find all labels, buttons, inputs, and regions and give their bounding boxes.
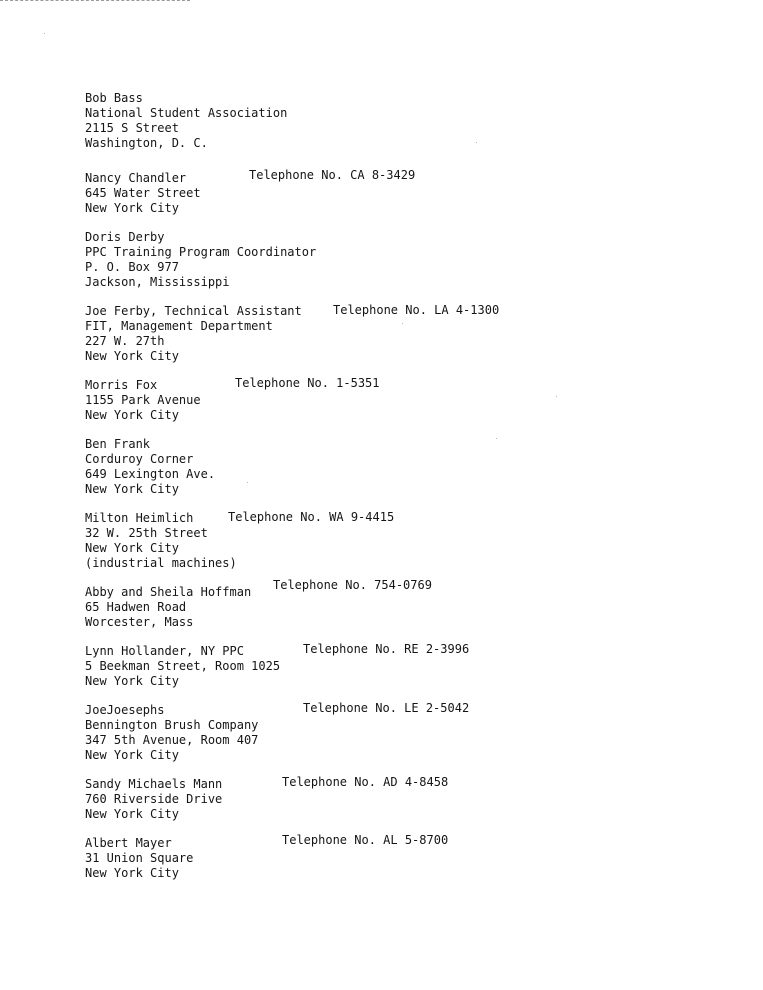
contact-entry-derby [85,230,725,290]
contact-city: New York City [85,748,179,762]
contact-city: New York City [85,674,179,688]
contact-entry-ferby [85,304,725,364]
contact-entry-joesephs [85,703,725,763]
contact-address: 760 Riverside Drive [85,792,223,806]
contact-name: Lynn Hollander, NY PPC [85,644,244,658]
contact-name: Sandy Michaels Mann [85,777,223,791]
scan-speck [556,396,557,397]
contact-entry-fox [85,378,725,423]
contact-name: Morris Fox [85,378,158,392]
contact-entry-hoffman [85,578,725,630]
contact-city: New York City [85,807,179,821]
contact-note: (industrial machines) [85,556,237,570]
contact-address: 2115 S Street [85,121,179,135]
contact-city: New York City [85,541,179,555]
contact-city: Washington, D. C. [85,136,208,150]
contact-name: Bob Bass [85,91,143,105]
contact-telephone: Telephone No. 754-0769 [273,578,432,592]
contact-city: New York City [85,482,179,496]
contact-address: 5 Beekman Street, Room 1025 [85,659,281,673]
contact-city: New York City [85,408,179,422]
contact-entry-hollander [85,644,725,689]
contact-address: 1155 Park Avenue [85,393,201,407]
contact-city: New York City [85,201,179,215]
contact-address: 32 W. 25th Street [85,526,208,540]
contact-address: 31 Union Square [85,851,194,865]
contact-telephone: Telephone No. LA 4-1300 [333,303,500,317]
contact-name: Milton Heimlich [85,511,194,525]
contact-name: Albert Mayer [85,836,172,850]
contact-telephone: Telephone No. LE 2-5042 [303,701,470,715]
contact-address: 645 Water Street [85,186,201,200]
contact-name: Nancy Chandler [85,171,187,185]
contact-name: Ben Frank [85,437,151,451]
scan-speck [44,33,45,34]
contact-address: 227 W. 27th [85,334,165,348]
contact-telephone: Telephone No. AL 5-8700 [282,833,449,847]
contact-name: JoeJoesephs [85,703,165,717]
contact-city: New York City [85,866,179,880]
contact-city: Worcester, Mass [85,615,194,629]
contact-address: 347 5th Avenue, Room 407 [85,733,259,747]
contact-address: P. O. Box 977 [85,260,179,274]
contact-entry-frank [85,437,725,497]
contact-entry-mann [85,777,725,822]
contact-organization: National Student Association [85,106,288,120]
contact-name: Joe Ferby, Technical Assistant [85,304,302,318]
contact-organization: Corduroy Corner [85,452,194,466]
contact-entry-mayer [85,833,725,881]
contact-telephone: Telephone No. WA 9-4415 [228,510,395,524]
contact-entry-heimlich [85,511,725,571]
contact-telephone: Telephone No. AD 4-8458 [282,775,449,789]
scan-speck [247,482,248,483]
contact-city: Jackson, Mississippi [85,275,230,289]
contact-address: 65 Hadwen Road [85,600,187,614]
contact-telephone: Telephone No. 1-5351 [235,376,380,390]
scan-speck [402,323,403,324]
contact-title: PPC Training Program Coordinator [85,245,317,259]
contact-entry-bass [85,91,725,151]
contact-name: Doris Derby [85,230,165,244]
contact-entry-chandler [85,168,725,216]
contact-name: Abby and Sheila Hoffman [85,585,252,599]
contact-organization: FIT, Management Department [85,319,273,333]
contact-address: 649 Lexington Ave. [85,467,216,481]
contact-telephone: Telephone No. RE 2-3996 [303,642,470,656]
contact-list [85,91,725,881]
top-dashed-rule [0,0,190,1]
contact-telephone: Telephone No. CA 8-3429 [249,168,416,182]
scan-speck [476,142,477,143]
scan-speck [496,438,497,439]
contact-organization: Bennington Brush Company [85,718,259,732]
contact-city: New York City [85,349,179,363]
